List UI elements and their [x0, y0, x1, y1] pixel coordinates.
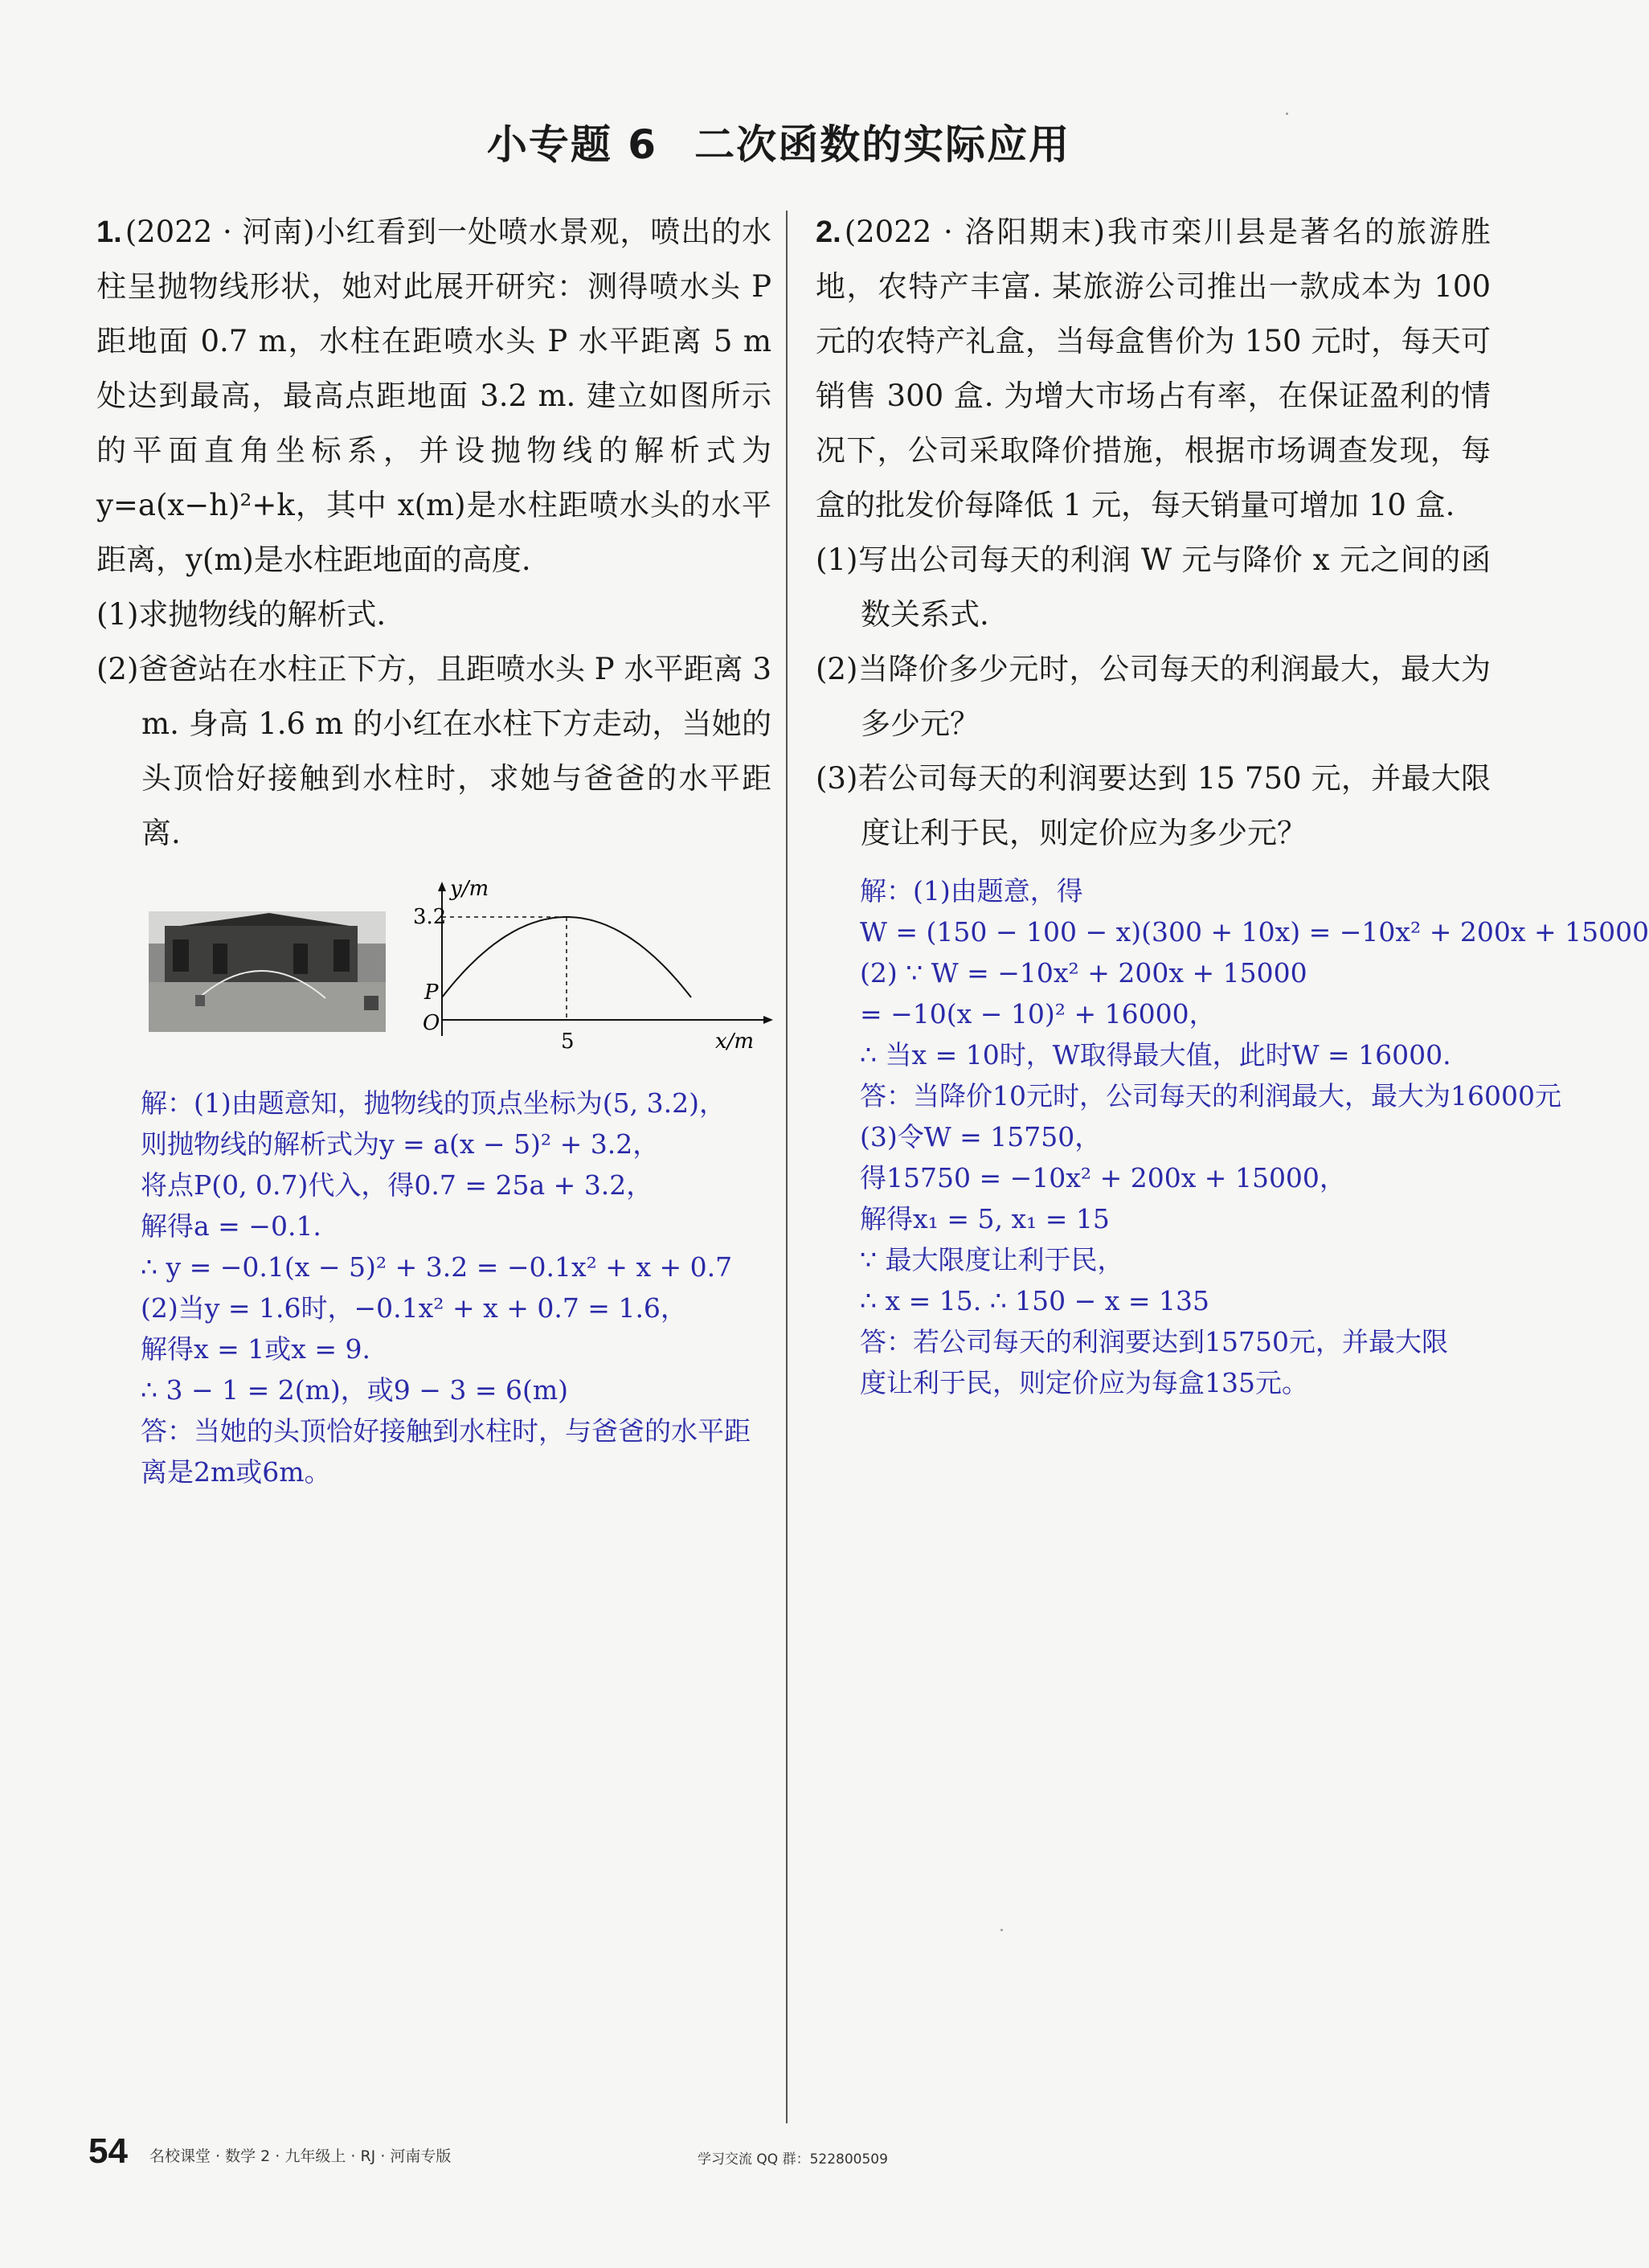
x-tick-label: 5 [561, 1030, 575, 1054]
question-1-number: 1. [96, 215, 122, 249]
origin-label: O [423, 1011, 440, 1035]
question-2-number: 2. [816, 215, 841, 249]
question-2 [816, 205, 1649, 1403]
question-2-part-2: (2)当降价多少元时，公司每天的利润最大，最大为多少元？ [816, 652, 1491, 741]
question-2-part-3: (3)若公司每天的利润要达到 15 750 元，并最大限度让利于民，则定价应为多少元？ [816, 761, 1491, 850]
question-1-part-2: (2)爸爸站在水柱正下方，且距喷水头 P 水平距离 3 m. 身高 1.6 m 的小红在水柱下方走动，当她的头顶恰好接触到水柱时，求她与爸爸的水平距离. [96, 652, 771, 850]
question-1-part-1: (1)求抛物线的解析式. [96, 597, 387, 632]
question-2-answer: 解：(1)由题意，得 W = (150 − 100 − x)(300 + 10x) = −10x² + 200x + 15000 (2) ∵ W = −10x² + 200x + 15000 = −10(x − 10)² + 16000， ∴ 当x = 10时，W取得最大值，此时W = 16000. 答：当降价10元时，公司每天的利润最大，最大为16000元 (3)令W = 15750， 得15750 = −10x² + 200x + 15000， 解得x₁ = 5, x₁ = 15 ∵ 最大限度让利于民， ∴ x = 15. ∴ 150 − x = 135 答：若公司每天的利润要达到15750元，并最大限 度让利于民，则定价应为每盒135元。 [860, 875, 1649, 1398]
x-axis-arrow [763, 1016, 773, 1024]
title-topic-number: 小专题 6 [486, 121, 658, 168]
title-topic-name: 二次函数的实际应用 [694, 121, 1071, 168]
x-axis-label: x/m [715, 1030, 755, 1054]
page-number: 54 [88, 2131, 128, 2171]
question-1-answer: 解：(1)由题意知，抛物线的顶点坐标为(5, 3.2)， 则抛物线的解析式为y = a(x − 5)² + 3.2， 将点P(0, 0.7)代入，得0.7 = 25a + 3.2， 解得a = −0.1. ∴ y = −0.1(x − 5)² + 3.2 = −0.1x² + x + 0.7 (2)当y = 1.6时，−0.1x² + x + 0.7 = 1.6， 解得x = 1或x = 9. ∴ 3 − 1 = 2(m)，或9 − 3 = 6(m) 答：当她的头顶恰好接触到水柱时，与爸爸的水平距离是2m或6m。 [141, 1087, 751, 1488]
question-2-stem: 2. (2022 · 洛阳期末)我市栾川县是著名的旅游胜地，农特产丰富. 某旅游公司推出一款成本为 100 元的农特产礼盒，当每盒售价为 150 元时，每天可销售 300 盒. 为增大市场占有率，在保证盈利的情况下，公司采取降价措施，根据市场调查发现，每盒的批发价每降低 1 元，每天销量可增加 10 盒. [816, 215, 1491, 522]
parabola-graph [413, 875, 779, 1060]
fountain-photo [149, 911, 386, 1032]
scan-speck [1000, 1929, 1003, 1931]
point-p-label: P [424, 980, 439, 1005]
question-1-stem: 1. (2022 · 河南)小红看到一处喷水景观，喷出的水柱呈抛物线形状，她对此展开研究：测得喷水头 P 距地面 0.7 m，水柱在距喷水头 P 水平距离 5 m 处达到最高，最高点距地面 3.2 m. 建立如图所示的平面直角坐标系，并设抛物线的解析式为 y=a(x−h)²+k，其中 x(m)是水柱距喷水头的水平距离，y(m)是水柱距地面的高度. [96, 215, 771, 577]
y-axis-label: y/m [450, 877, 489, 901]
column-divider [786, 211, 788, 2123]
question-2-part-1: (1)写出公司每天的利润 W 元与降价 x 元之间的函数关系式. [816, 542, 1491, 632]
book-info: 名校课堂 · 数学 2 · 九年级上 · RJ · 河南专版 [149, 2147, 452, 2165]
scan-speck [1286, 113, 1288, 115]
page-title [0, 113, 1557, 170]
question-1-figure [96, 875, 771, 1068]
y-tick-label: 3.2 [413, 905, 447, 929]
qq-group: 学习交流 QQ 群：522800509 [698, 2151, 888, 2168]
y-axis-arrow [438, 882, 446, 891]
question-1 [96, 205, 771, 1492]
